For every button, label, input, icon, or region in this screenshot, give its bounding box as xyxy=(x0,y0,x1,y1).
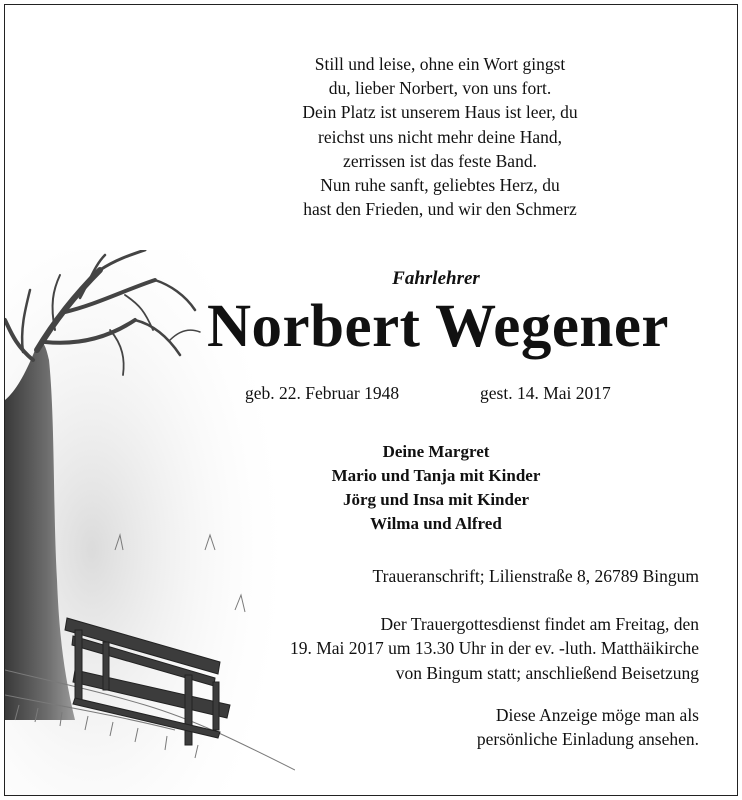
mourner: Jörg und Insa mit Kinder xyxy=(342,490,530,509)
funeral-service-info xyxy=(290,612,699,685)
poem-line: hast den Frieden, und wir den Schmerz xyxy=(303,199,577,220)
memorial-poem xyxy=(200,52,680,221)
mourner: Deine Margret xyxy=(382,442,490,461)
poem-line: Still und leise, ohne ein Wort gingst xyxy=(314,54,566,74)
poem-line: du, lieber Norbert, von uns fort. xyxy=(328,78,552,99)
deceased-name: Norbert Wegener xyxy=(206,293,670,360)
mourning-address: Traueranschrift; Lilienstraße 8, 26789 Bingum xyxy=(372,566,699,586)
mourner: Mario und Tanja mit Kinder xyxy=(331,466,541,485)
invitation-note xyxy=(477,703,699,752)
poem-line: zerrissen ist das feste Band. xyxy=(343,150,537,171)
poem-line: Nun ruhe sanft, geliebtes Herz, du xyxy=(320,175,560,196)
mourner: Wilma und Alfred xyxy=(370,514,502,533)
service-line: Der Trauergottesdienst findet am Freitag, den xyxy=(380,614,699,634)
occupation: Fahrlehrer xyxy=(392,268,480,289)
service-line: von Bingum statt; anschließend Beisetzung xyxy=(395,662,699,683)
birth-date: geb. 22. Februar 1948 xyxy=(245,383,400,403)
mourners-list xyxy=(236,440,636,536)
poem-line: Dein Platz ist unserem Haus ist leer, du xyxy=(302,102,578,123)
service-line: 19. Mai 2017 um 13.30 Uhr in der ev. -luth. Matthäikirche xyxy=(289,638,699,659)
invitation-line: Diese Anzeige möge man als xyxy=(495,705,699,725)
invitation-line: persönliche Einladung ansehen. xyxy=(476,729,699,750)
poem-line: reichst uns nicht mehr deine Hand, xyxy=(318,126,562,147)
death-date: gest. 14. Mai 2017 xyxy=(480,383,611,403)
